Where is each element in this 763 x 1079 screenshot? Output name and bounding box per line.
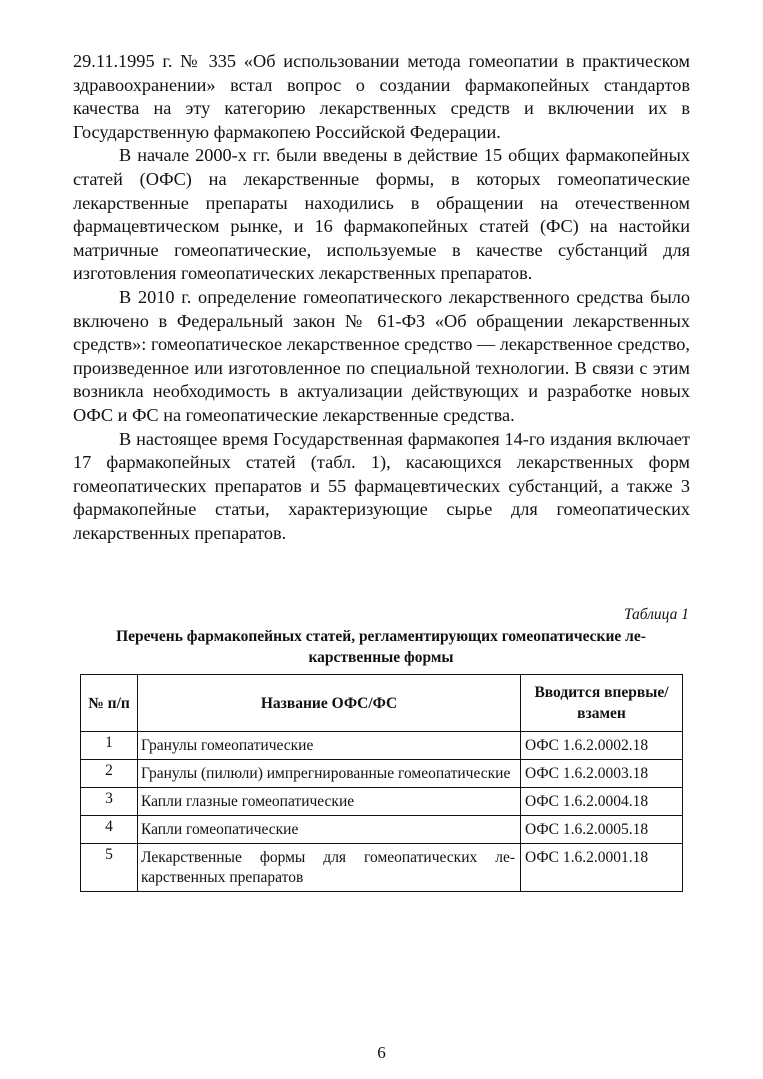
row-number: 5 [81, 844, 138, 892]
header-name: Название ОФС/ФС [138, 675, 521, 732]
row-code: ОФС 1.6.2.0003.18 [521, 760, 683, 788]
row-name: Гранулы (пилюли) импрегнированные гомеопатические [138, 760, 521, 788]
row-number: 2 [81, 760, 138, 788]
table-row [81, 760, 683, 788]
row-code: ОФС 1.6.2.0001.18 [521, 844, 683, 892]
page-body [73, 50, 690, 545]
table-row [81, 788, 683, 816]
row-name: Капли глазные гомеопатические [138, 788, 521, 816]
row-number: 4 [81, 816, 138, 844]
body-paragraph: В начале 2000-х гг. были введены в действие 15 общих фармакопейных статей (ОФС) на лекарственные формы, в которых гомеопатические лекарственные препараты находились в обращении на отечественном фармацевтическом рынке, и 16 фармакопейных статей (ФС) на настойки матричные гомеопатические, используемые в качестве субстанций для изготовления гомеопатических лекарственных препаратов. [73, 145, 690, 284]
row-name: Капли гомеопатические [138, 816, 521, 844]
table-caption: Таблица 1 [623, 606, 689, 623]
table-title: Перечень фармакопейных статей, регламентирующих гомеопатические лекарственные формы [116, 628, 646, 666]
row-code: ОФС 1.6.2.0002.18 [521, 732, 683, 760]
row-name: Лекарственные формы для гомеопатических лекарственных препаратов [138, 844, 521, 892]
row-name: Гранулы гомеопатические [138, 732, 521, 760]
row-code: ОФС 1.6.2.0005.18 [521, 816, 683, 844]
table-header-row [81, 675, 683, 732]
body-paragraph: В настоящее время Государственная фармакопея 14-го издания включает 17 фармакопейных статей (табл. 1), касающихся лекарственных форм гомеопатических препаратов и 55 фармацевтических субстанций, а также 3 фармакопейные статьи, характеризующие сырье для гомеопатических лекарственных препаратов. [73, 428, 690, 543]
body-paragraph: 29.11.1995 г. № 335 «Об использовании метода гомеопатии в практическом здравоохранении» встал вопрос о создании фармакопейных стандартов качества на эту категорию лекарственных средств и включении их в Государственную фармакопею Российской Федерации. [73, 51, 690, 142]
row-number: 3 [81, 788, 138, 816]
page-number: 6 [377, 1043, 386, 1062]
row-code: ОФС 1.6.2.0004.18 [521, 788, 683, 816]
table-row [81, 844, 683, 892]
body-paragraph: В 2010 г. определение гомеопатического лекарственного средства было включено в Федеральный закон № 61-ФЗ «Об обращении лекарственных средств»: гомеопатическое лекарственное средство — лекарственное средство, произведенное или изготовленное по специальной технологии. В связи с этим возникла необходимость в актуализации действующих и разработке новых ОФС и ФС на гомеопатические лекарственные средства. [73, 286, 690, 425]
row-number: 1 [81, 732, 138, 760]
header-code: Вводится впервые/взамен [521, 675, 683, 732]
header-number: № п/п [81, 675, 138, 732]
table-row [81, 816, 683, 844]
table-row [81, 732, 683, 760]
pharmacopoeia-table [80, 674, 683, 892]
